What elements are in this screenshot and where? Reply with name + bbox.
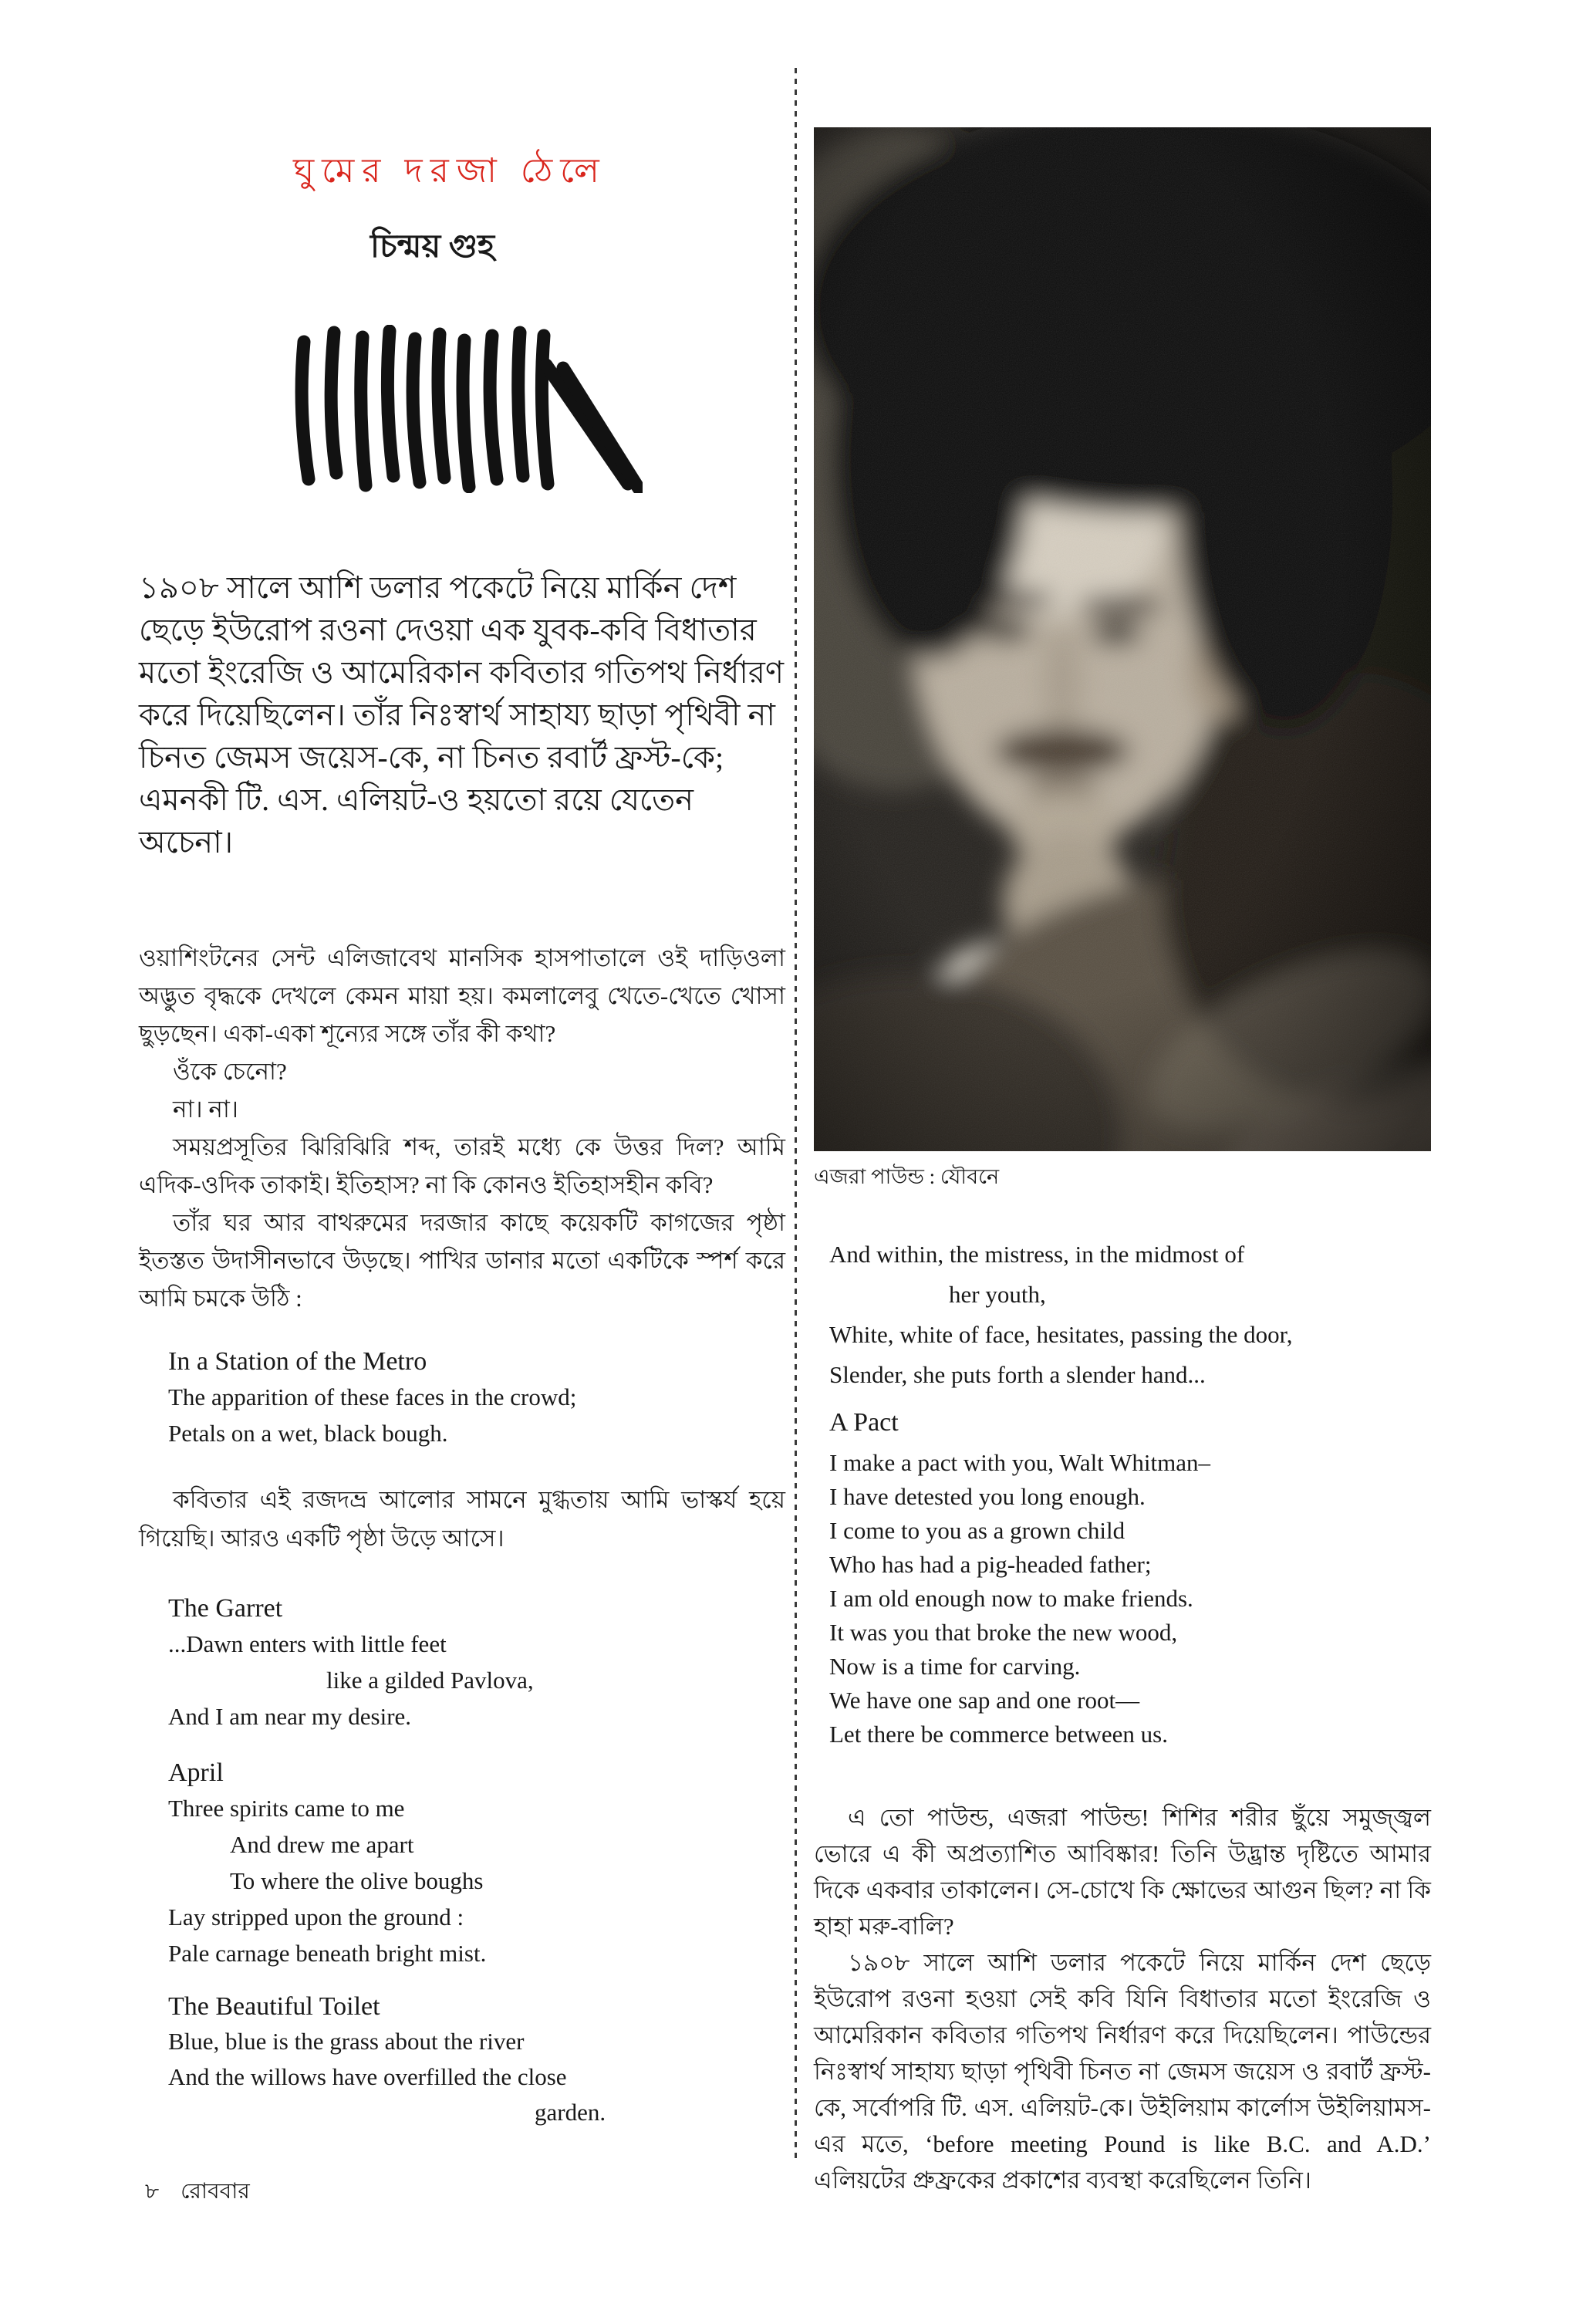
paragraph: এ তো পাউন্ড, এজরা পাউন্ড! শিশির শরীর ছুঁয়ে সমুজ্জ্বল ভোরে এ কী অপ্রত্যাশিত আবিষ্কার! তিনি উদ্ভ্রান্ত দৃষ্টিতে আমার দিকে একবার তাকালেন। সে-চোখে কি ক্ষোভের আগুন ছিল? না কি হাহা মরু-বালি?	[814, 1804, 1431, 1940]
paragraph: সময়প্রসূতির ঝিরিঝিরি শব্দ, তারই মধ্যে কে উত্তর দিল? আমি এদিক-ওদিক তাকাই। ইতিহাস? না কি কোনও ইতিহাসহীন কবি?	[139, 1133, 785, 1199]
page-footer	[145, 2174, 250, 2211]
poem-line: Three spirits came to me	[168, 1795, 405, 1822]
article-title: ঘুমের দরজা ঠেলে	[293, 152, 607, 190]
ink-brush-strokes-artwork	[292, 325, 643, 493]
poem-line: I come to you as a grown child	[829, 1517, 1125, 1544]
poem-a-pact	[829, 1406, 1431, 1751]
paragraph: ১৯০৮ সালে আশি ডলার পকেটে নিয়ে মার্কিন দেশ ছেড়ে ইউরোপ রওনা হওয়া সেই কবি যিনি বিধাতার মতো ইংরেজি ও আমেরিকান কবিতার গতিপথ নির্ধারণ করে দিয়েছিলেন। পাউন্ডের নিঃস্বার্থ সাহায্য ছাড়া পৃথিবী চিনত না জেমস জয়েস ও রবার্ট ফ্রস্ট-কে, সর্বোপরি টি. এস. এলিয়ট-কে। উইলিয়াম কার্লোস উইলিয়ামস-এর মতে, ‘before meeting Pound is like B.C. and A.D.’ এলিয়টের প্রুফ্রকের প্রকাশের ব্যবস্থা করেছিলেন তিনি।	[814, 1949, 1431, 2194]
poem-line: I make a pact with you, Walt Whitman–	[829, 1449, 1210, 1476]
poem-the-beautiful-toilet	[168, 1990, 785, 2130]
poem-line: White, white of face, hesitates, passing the door,	[829, 1321, 1293, 1348]
dialogue-line: ওঁকে চেনো?	[173, 1058, 287, 1086]
poem-line: And I am near my desire.	[168, 1703, 412, 1731]
poem-line: Blue, blue is the grass about the river	[168, 2028, 525, 2055]
poem-title: The Garret	[168, 1594, 283, 1623]
magazine-name: রোববার	[181, 2180, 250, 2204]
poem-line: The apparition of these faces in the crowd;	[168, 1383, 577, 1411]
poem-line: And the willows have overfilled the close	[168, 2063, 567, 2091]
poem-line: ...Dawn enters with little feet	[168, 1630, 447, 1658]
photo-caption: এজরা পাউন্ড : যৌবনে	[814, 1165, 1000, 1188]
poem-april	[168, 1756, 785, 1971]
poem-line: Slender, she puts forth a slender hand...	[829, 1361, 1206, 1388]
poem-fragment-continuation	[829, 1235, 1431, 1395]
poem-title: In a Station of the Metro	[168, 1347, 427, 1376]
poem-in-a-station-of-the-metro	[168, 1345, 785, 1451]
commentary-paragraph: কবিতার এই রজদভ্র আলোর সামনে মুগ্ধতায় আমি ভাস্কর্য হয়ে গিয়েছি। আরও একটি পৃষ্ঠা উড়ে আসে।	[139, 1486, 785, 1552]
left-column	[139, 151, 785, 2130]
poem-the-garret	[168, 1592, 785, 1735]
dotted-column-divider	[795, 68, 797, 2160]
poem-line: And drew me apart	[230, 1831, 414, 1859]
poem-line: Lay stripped upon the ground :	[168, 1903, 464, 1931]
poem-line: To where the olive boughs	[230, 1867, 484, 1895]
poem-line: Who has had a pig-headed father;	[829, 1551, 1152, 1578]
right-column	[814, 127, 1431, 2198]
poem-title: The Beautiful Toilet	[168, 1992, 380, 2022]
poem-line: I have detested you long enough.	[829, 1483, 1146, 1510]
poem-line: Pale carnage beneath bright mist.	[168, 1940, 487, 1968]
article-author: চিন্ময় গুহ	[370, 228, 495, 265]
body-paragraphs	[139, 939, 785, 1317]
poem-line: We have one sap and one root—	[829, 1687, 1140, 1714]
ezra-pound-portrait-photo	[814, 127, 1431, 1151]
paragraph: ওয়াশিংটনের সেন্ট এলিজাবেথ মানসিক হাসপাতালে ওই দাড়িওলা অদ্ভুত বৃদ্ধকে দেখলে কেমন মায়া হয়। কমলালেবু খেতে-খেতে খোসা ছুড়ছেন। একা-একা শূন্যের সঙ্গে তাঁর কী কথা?	[139, 944, 785, 1048]
poem-line: Let there be commerce between us.	[829, 1721, 1168, 1748]
paragraph: তাঁর ঘর আর বাথরুমের দরজার কাছে কয়েকটি কাগজের পৃষ্ঠা ইতস্তত উদাসীনভাবে উড়ছে। পাখির ডানার মতো একটিকে স্পর্শ করে আমি চমকে উঠি :	[139, 1209, 785, 1312]
poem-line: I am old enough now to make friends.	[829, 1585, 1193, 1612]
poem-line: like a gilded Pavlova,	[326, 1667, 534, 1694]
right-body-paragraphs	[814, 1799, 1431, 2198]
poem-line: Now is a time for carving.	[829, 1653, 1081, 1680]
poem-line: garden.	[535, 2099, 606, 2126]
poem-line: It was you that broke the new wood,	[829, 1619, 1178, 1646]
dialogue-line: না। না।	[173, 1096, 238, 1123]
poem-title: A Pact	[829, 1408, 899, 1437]
poem-line: And within, the mistress, in the midmost of	[829, 1241, 1245, 1268]
poem-line: Petals on a wet, black bough.	[168, 1420, 448, 1447]
page-number: ৮	[145, 2180, 160, 2204]
poem-title: April	[168, 1758, 224, 1788]
poem-line: her youth,	[949, 1281, 1046, 1308]
intro-paragraph: ১৯০৮ সালে আশি ডলার পকেটে নিয়ে মার্কিন দেশ ছেড়ে ইউরোপ রওনা দেওয়া এক যুবক-কবি বিধাতার মতো ইংরেজি ও আমেরিকান কবিতার গতিপথ নির্ধারণ করে দিয়েছিলেন। তাঁর নিঃস্বার্থ সাহায্য ছাড়া পৃথিবী না চিনত জেমস জয়েস-কে, না চিনত রবার্ট ফ্রস্ট-কে; এমনকী টি. এস. এলিয়ট-ও হয়তো রয়ে যেতেন অচেনা।	[139, 570, 785, 860]
